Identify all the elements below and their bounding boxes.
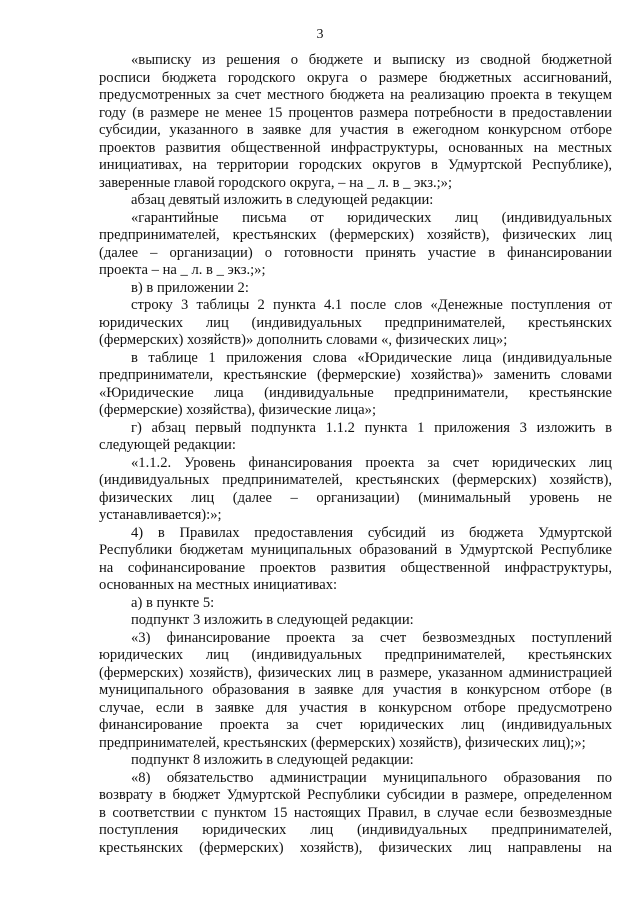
text-line: предусмотренных за счет местного бюджета на реализацию проекта в текущем [99,87,612,103]
text-line: основанных на местных инициативах: [99,577,338,593]
text-line: крестьянских (фермерских) хозяйств), физических лиц направлены на [99,839,612,856]
text-line: предпринимателей, крестьянских (фермерских) хозяйств), физических лиц);»; [99,734,586,751]
text-line: году (в размере не менее 15 процентов размера потребности в предоставлении [99,104,612,121]
text-line: муниципального образования в заявке для участия в конкурсном отборе (в [99,682,612,698]
text-line: (индивидуальных предпринимателей, крестьянских (фермерских) хозяйств), [99,472,612,488]
text-line: «8) обязательство администрации муниципального образования по [131,769,612,786]
text-line: физических лиц (далее – организации) (минимальный уровень не [99,489,612,506]
text-line: подпункт 8 изложить в следующей редакции: [131,752,414,768]
text-line: в) в приложении 2: [131,279,249,296]
text-line: «1.1.2. Уровень финансирования проекта за счет юридических лиц [131,454,612,471]
text-line: возврату в бюджет Удмуртской Республики субсидии в размере, определенном [99,787,612,803]
text-line: 4) в Правилах предоставления субсидий из бюджета Удмуртской [131,524,612,541]
text-line: устанавливается):»; [99,507,222,523]
text-line: подпункт 3 изложить в следующей редакции: [131,612,414,628]
text-line: г) абзац первый подпункта 1.1.2 пункта 1 приложения 3 изложить в [131,419,612,436]
text-line: а) в пункте 5: [131,594,215,611]
text-line: строку 3 таблицы 2 пункта 4.1 после слов «Денежные поступления от [131,297,612,313]
text-line: проектов развития общественной инфраструктуры, основанных на местных [99,139,612,156]
text-line: юридических лиц (индивидуальных предпринимателей, крестьянских [99,314,612,331]
text-line: предприниматели, крестьянские (фермерские) хозяйства)» заменить словами [99,367,612,383]
text-line: Республики бюджетам муниципальных образований в Удмуртской Республике [99,542,612,558]
page-number: 3 [316,27,324,42]
text-line: заверенные главой городского округа, – на _ л. в _ экз.;»; [99,174,453,191]
text-line: «3) финансирование проекта за счет безвозмездных поступлений [131,629,612,646]
text-line: инициативах, на территории городских округов в Удмуртской Республике), [99,157,612,173]
text-line: «Юридические лица (индивидуальные предприниматели, крестьянские [99,384,612,401]
text-line: абзац девятый изложить в следующей редакции: [131,192,434,208]
text-line: (далее – организации) о готовности принять участие в финансировании [99,244,612,261]
text-line: следующей редакции: [99,437,236,453]
text-line: «гарантийные письма от юридических лиц (индивидуальных [131,209,612,226]
text-line: (фермерских) хозяйств)» дополнить словами «, физических лиц»; [99,332,508,348]
text-line: в таблице 1 приложения слова «Юридические лица (индивидуальные [131,349,612,366]
text-line: «выписку из решения о бюджете и выписку из сводной бюджетной [131,52,612,68]
text-line: на софинансирование проектов развития общественной инфраструктуры, [99,559,612,576]
text-line: в соответствии с пунктом 15 настоящих Правил, в случае если безвозмездные [99,804,612,821]
text-line: поступления юридических лиц (индивидуальных предпринимателей, [99,822,612,838]
text-line: росписи бюджета городского округа о размере бюджетных ассигнований, [99,69,612,86]
text-line: (фермерских) хозяйств), физических лиц в размере, указанном администрацией [99,664,612,681]
text-line: финансирование проекта за счет юридических лиц (индивидуальных [99,717,612,733]
text-line: (фермерские) хозяйства), физические лица»; [99,402,377,418]
text-line: предпринимателей, крестьянских (фермерских) хозяйств), физических лиц [99,227,612,243]
text-line: субсидии, указанного в заявке для участия в ежегодном конкурсном отборе [99,122,612,138]
text-line: проекта – на _ л. в _ экз.;»; [99,262,266,278]
document-body [99,52,612,857]
text-line: юридических лиц (индивидуальных предпринимателей, крестьянских [99,647,612,663]
text-line: случае, если в заявке для участия в конкурсном отборе предусмотрено [99,699,612,716]
